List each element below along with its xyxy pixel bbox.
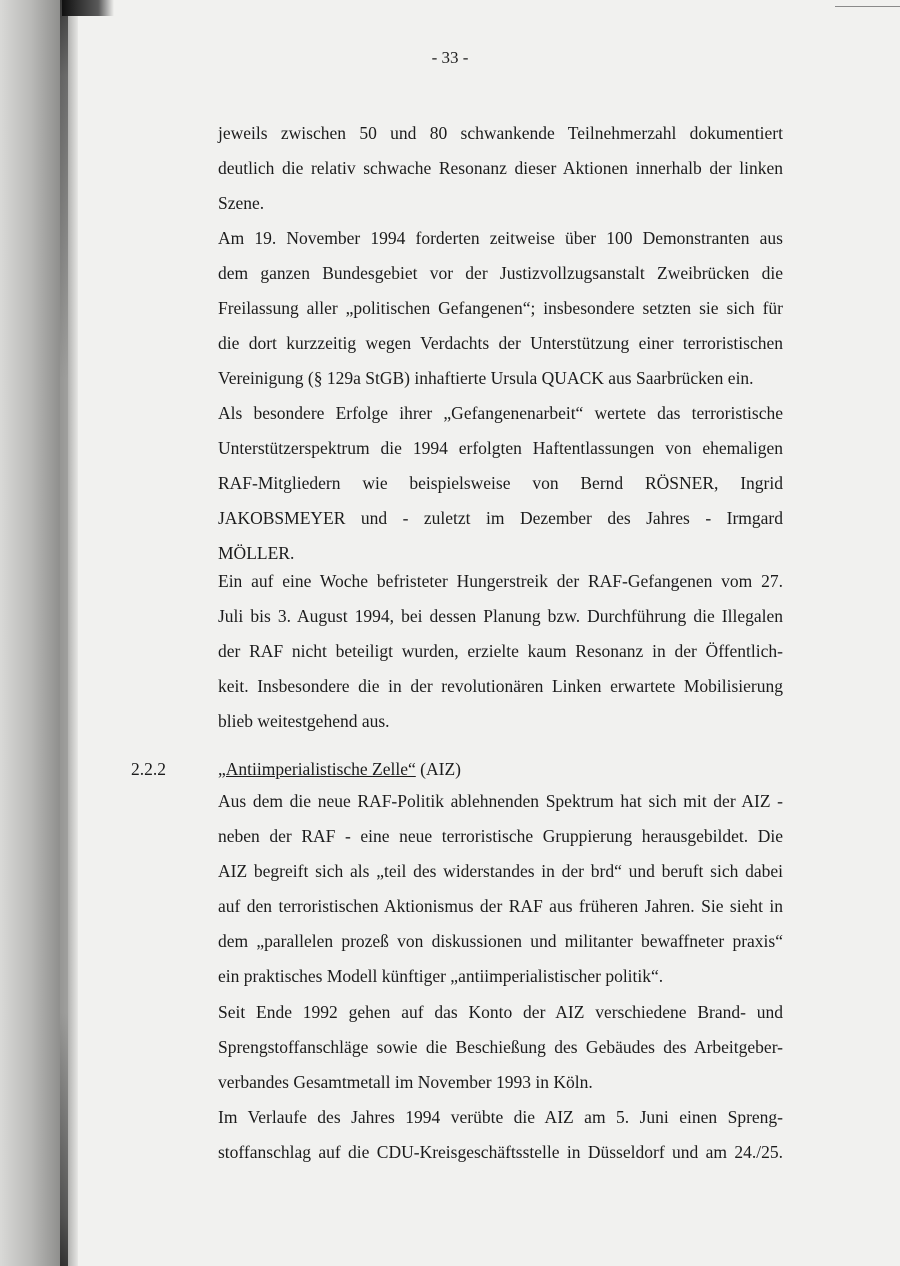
text-line: stoffanschlag auf die CDU-Kreisgeschäftsstelle in Düsseldorf und am 24./25. bbox=[218, 1142, 783, 1162]
page-number: - 33 - bbox=[431, 48, 469, 67]
text-line: MÖLLER. bbox=[218, 543, 295, 563]
section-title bbox=[218, 758, 461, 780]
paragraph-block-2 bbox=[218, 564, 783, 739]
paragraph-block-4 bbox=[218, 995, 783, 1170]
text-line: verbandes Gesamtmetall im November 1993 in Köln. bbox=[218, 1072, 593, 1092]
text-line: Seit Ende 1992 gehen auf das Konto der AIZ verschiedene Brand- und bbox=[218, 1002, 783, 1022]
section-number: 2.2.2 bbox=[131, 759, 166, 779]
text-line: JAKOBSMEYER und - zuletzt im Dezember des Jahres - Irmgard bbox=[218, 508, 783, 528]
text-line: blieb weitestgehend aus. bbox=[218, 711, 390, 731]
text-line: Unterstützerspektrum die 1994 erfolgten Haftentlassungen von ehemaligen bbox=[218, 438, 783, 458]
text-line: dem „parallelen prozeß von diskussionen und militanter bewaffneter praxis“ bbox=[218, 931, 783, 951]
text-line: Freilassung aller „politischen Gefangenen“; insbesondere setzten sie sich für bbox=[218, 298, 783, 318]
paragraph-block-1 bbox=[218, 116, 783, 571]
text-line: Aus dem die neue RAF-Politik ablehnenden Spektrum hat sich mit der AIZ - bbox=[218, 791, 783, 811]
text-line: AIZ begreift sich als „teil des widerstandes in der brd“ und beruft sich dabei bbox=[218, 861, 783, 881]
section-title-underlined: „Antiimperialistische Zelle“ bbox=[218, 759, 416, 779]
section-title-suffix: (AIZ) bbox=[415, 759, 461, 779]
text-line: deutlich die relativ schwache Resonanz dieser Aktionen innerhalb der linken bbox=[218, 158, 783, 178]
text-line: Ein auf eine Woche befristeter Hungerstreik der RAF-Gefangenen vom 27. bbox=[218, 571, 783, 591]
text-line: auf den terroristischen Aktionismus der RAF aus früheren Jahren. Sie sieht in bbox=[218, 896, 783, 916]
text-line: Szene. bbox=[218, 193, 265, 213]
text-line: dem ganzen Bundesgebiet vor der Justizvollzugsanstalt Zweibrücken die bbox=[218, 263, 783, 283]
text-line: keit. Insbesondere die in der revolutionären Linken erwartete Mobilisierung bbox=[218, 676, 783, 696]
text-line: die dort kurzzeitig wegen Verdachts der Unterstützung einer terroristischen bbox=[218, 333, 783, 353]
text-line: Vereinigung (§ 129a StGB) inhaftierte Ursula QUACK aus Saarbrücken ein. bbox=[218, 368, 754, 388]
text-line: ein praktisches Modell künftiger „antiimperialistischer politik“. bbox=[218, 966, 664, 986]
text-line: neben der RAF - eine neue terroristische Gruppierung herausgebildet. Die bbox=[218, 826, 783, 846]
scan-shadow-line bbox=[60, 0, 68, 1266]
text-line: Sprengstoffanschläge sowie die Beschießung des Gebäudes des Arbeitgeber- bbox=[218, 1037, 783, 1057]
scan-corner-mark bbox=[62, 0, 114, 16]
text-line: Am 19. November 1994 forderten zeitweise über 100 Demonstranten aus bbox=[218, 228, 783, 248]
text-line: Juli bis 3. August 1994, bei dessen Planung bzw. Durchführung die Illegalen bbox=[218, 606, 783, 626]
text-line: RAF-Mitgliedern wie beispielsweise von Bernd RÖSNER, Ingrid bbox=[218, 473, 783, 493]
text-line: Als besondere Erfolge ihrer „Gefangenenarbeit“ wertete das terroristische bbox=[218, 403, 783, 423]
text-line: der RAF nicht beteiligt wurden, erzielte kaum Resonanz in der Öffentlich- bbox=[218, 641, 783, 661]
scan-edge-rule bbox=[835, 6, 900, 7]
text-line: jeweils zwischen 50 und 80 schwankende Teilnehmerzahl dokumentiert bbox=[218, 123, 783, 143]
paragraph-block-3 bbox=[218, 784, 783, 994]
text-line: Im Verlaufe des Jahres 1994 verübte die AIZ am 5. Juni einen Spreng- bbox=[218, 1107, 783, 1127]
